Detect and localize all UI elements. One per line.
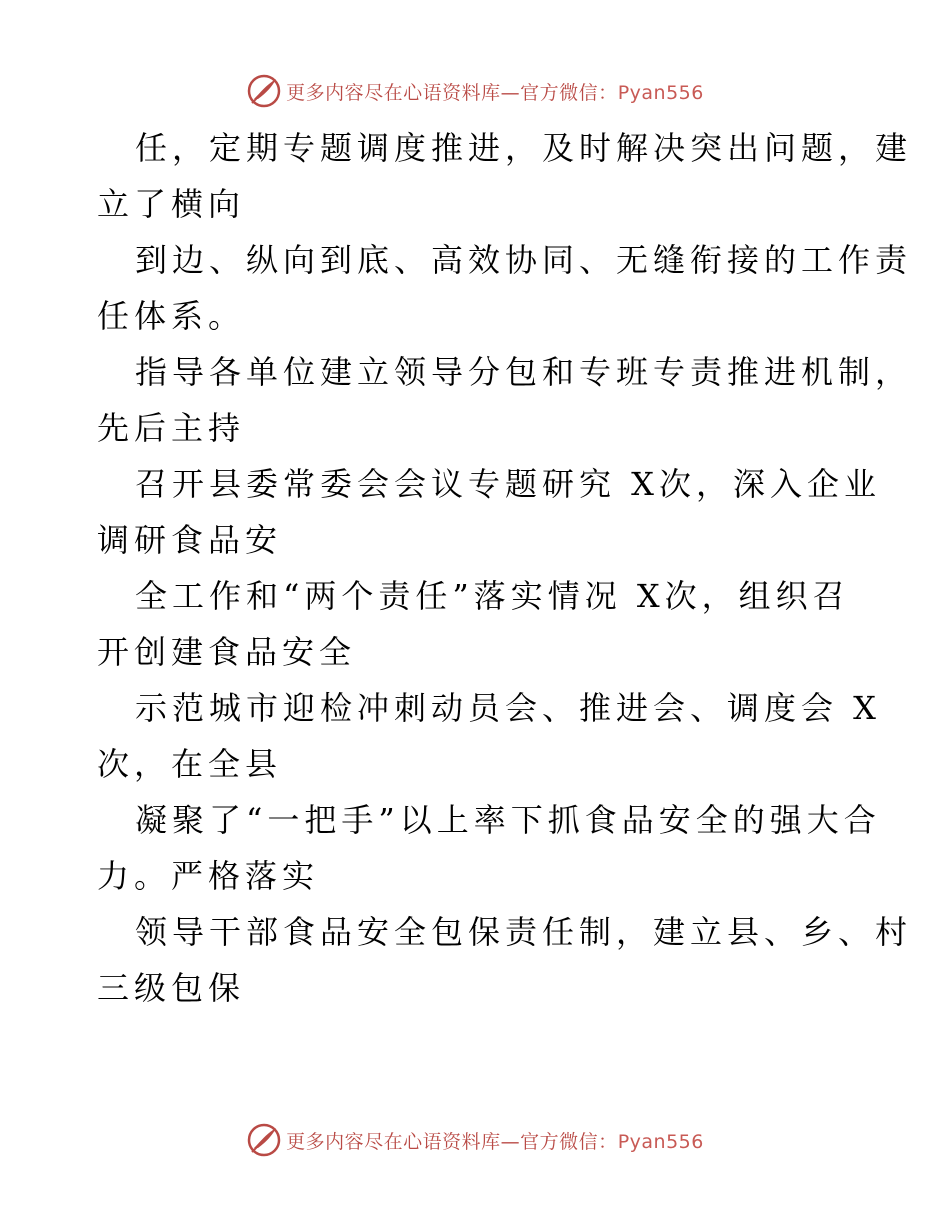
paragraph: 到边、纵向到底、高效协同、无缝衔接的工作责 任体系。 bbox=[97, 241, 913, 335]
quill-logo-icon bbox=[246, 73, 282, 109]
watermark-text: 更多内容尽在心语资料库—官方微信：Pyan556 bbox=[286, 81, 704, 104]
paragraph: 示范城市迎检冲刺动员会、推进会、调度会 X 次，在全县 bbox=[97, 689, 881, 783]
watermark-text: 更多内容尽在心语资料库—官方微信：Pyan556 bbox=[286, 1130, 704, 1153]
paragraph: 凝聚了“一把手”以上率下抓食品安全的强大合 力。严格落实 bbox=[97, 801, 881, 895]
paragraph: 召开县委常委会会议专题研究 X次，深入企业 调研食品安 bbox=[97, 465, 881, 559]
paragraph: 任，定期专题调度推进，及时解决突出问题，建 立了横向 bbox=[97, 129, 913, 223]
paragraph: 全工作和“两个责任”落实情况 X次，组织召 开创建食品安全 bbox=[97, 577, 850, 671]
quill-logo-icon bbox=[246, 1122, 282, 1158]
paragraph: 指导各单位建立领导分包和专班专责推进机制， 先后主持 bbox=[97, 353, 913, 447]
footer-watermark bbox=[0, 1120, 950, 1160]
paragraph: 领导干部食品安全包保责任制，建立县、乡、村 三级包保 bbox=[97, 913, 913, 1007]
header-watermark bbox=[0, 71, 950, 111]
document-body bbox=[97, 120, 913, 1016]
